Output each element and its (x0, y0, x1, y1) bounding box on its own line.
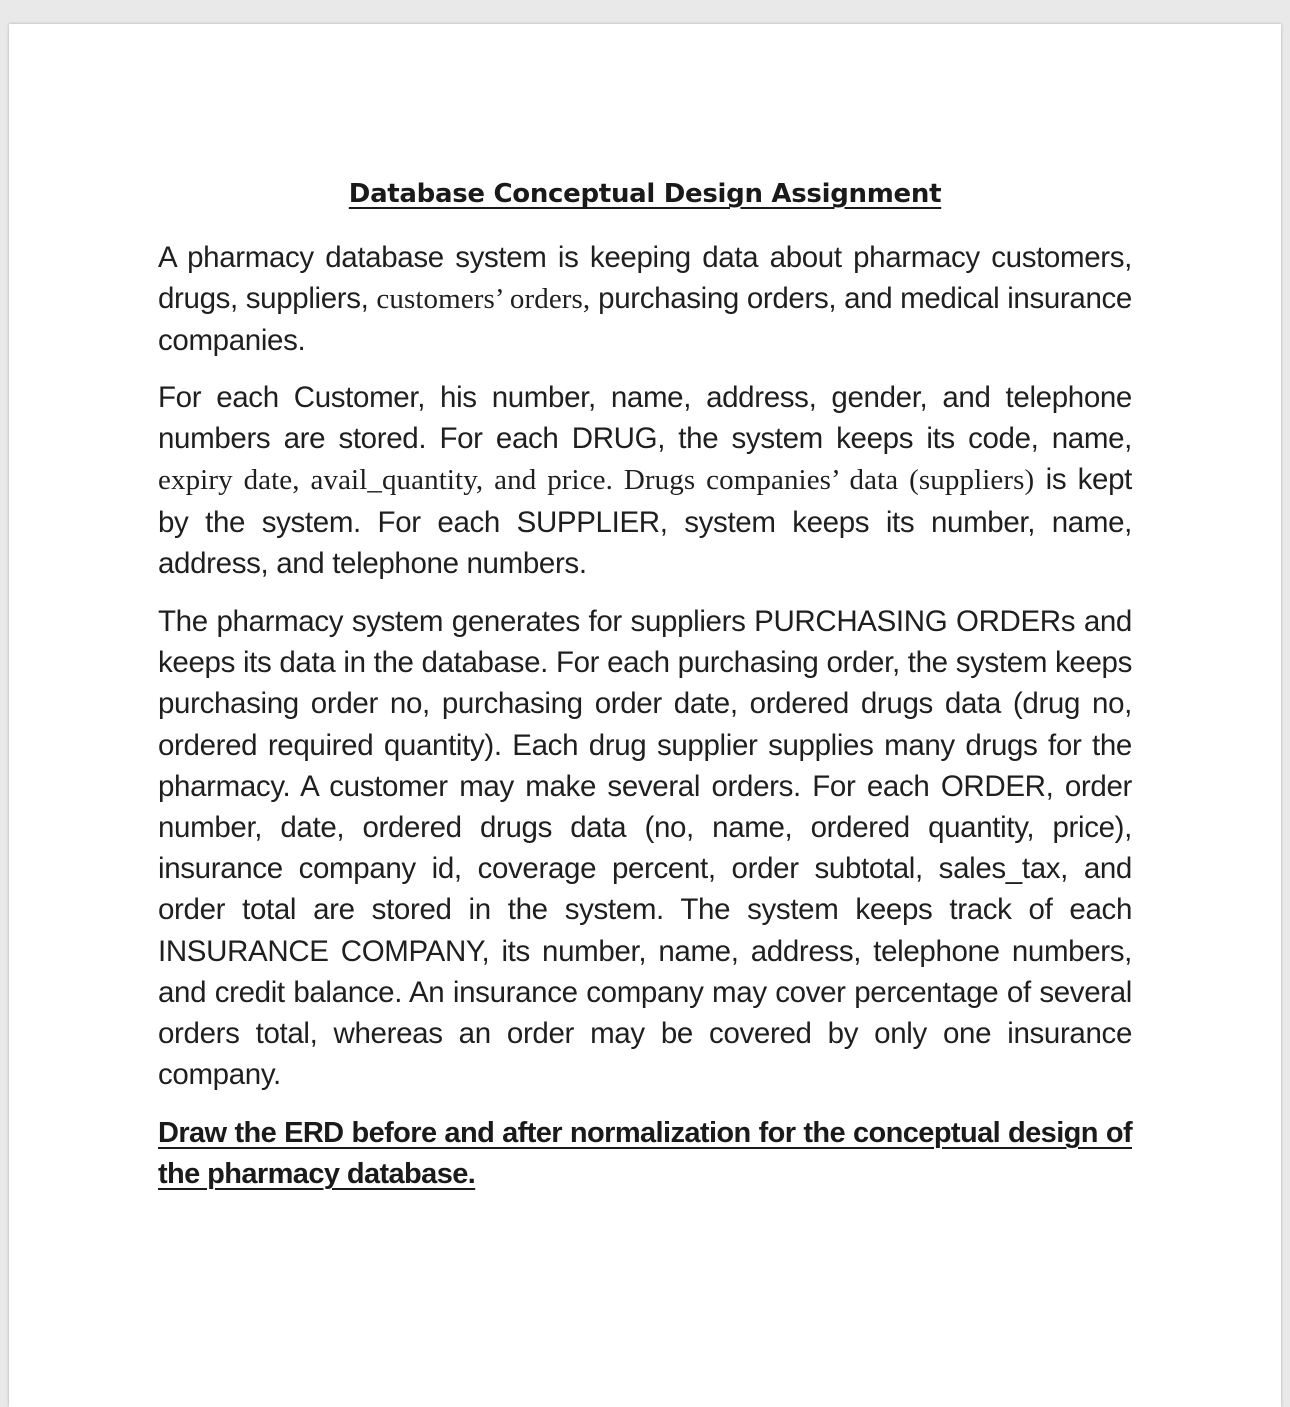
paragraph-entities-text-b: expiry date, avail_quantity, and price. Drugs companies’ data (suppliers) (158, 464, 1035, 497)
paragraph-customer-drug-supplier (158, 377, 1132, 584)
assignment-instruction: Draw the ERD before and after normalization for the conceptual design of the pharmacy database. (158, 1117, 1132, 1191)
document-page (9, 24, 1281, 1407)
paragraph-entities-text-a: For each Customer, his number, name, address, gender, and telephone numbers are stored. For each DRUG, the system keeps its code, name, (158, 381, 1132, 456)
document-title: Database Conceptual Design Assignment (348, 179, 942, 209)
paragraph-intro (158, 237, 1132, 362)
paragraph-orders-insurance: The pharmacy system generates for suppliers PURCHASING ORDERs and keeps its data in the database. For each purchasing order, the system keeps purchasing order no, purchasing order date, ordered drugs data (drug no, ordered required quantity). Each drug supplier supplies many drugs for the pharmacy. A customer may make several orders. For each ORDER, order number, date, ordered drugs data (no, name, ordered quantity, price), insurance company id, coverage percent, order subtotal, sales_tax, and order total are stored in the system. The system keeps track of each INSURANCE COMPANY, its number, name, address, telephone numbers, and credit balance. An insurance company may cover percentage of several orders total, whereas an order may be covered by only one insurance company. (158, 605, 1132, 1092)
paragraph-intro-text-a: A pharmacy database system is keeping data about pharmacy customers, drugs, suppliers, (158, 241, 1132, 316)
paragraph-intro-text-c: purchasing orders, and medical insurance companies. (158, 282, 1132, 358)
paragraph-intro-text-b: customers’ orders, (376, 283, 591, 316)
paragraph-entities-text-c: is kept by the system. For each SUPPLIER, system keeps its number, name, address, and telephone numbers. (158, 463, 1132, 580)
